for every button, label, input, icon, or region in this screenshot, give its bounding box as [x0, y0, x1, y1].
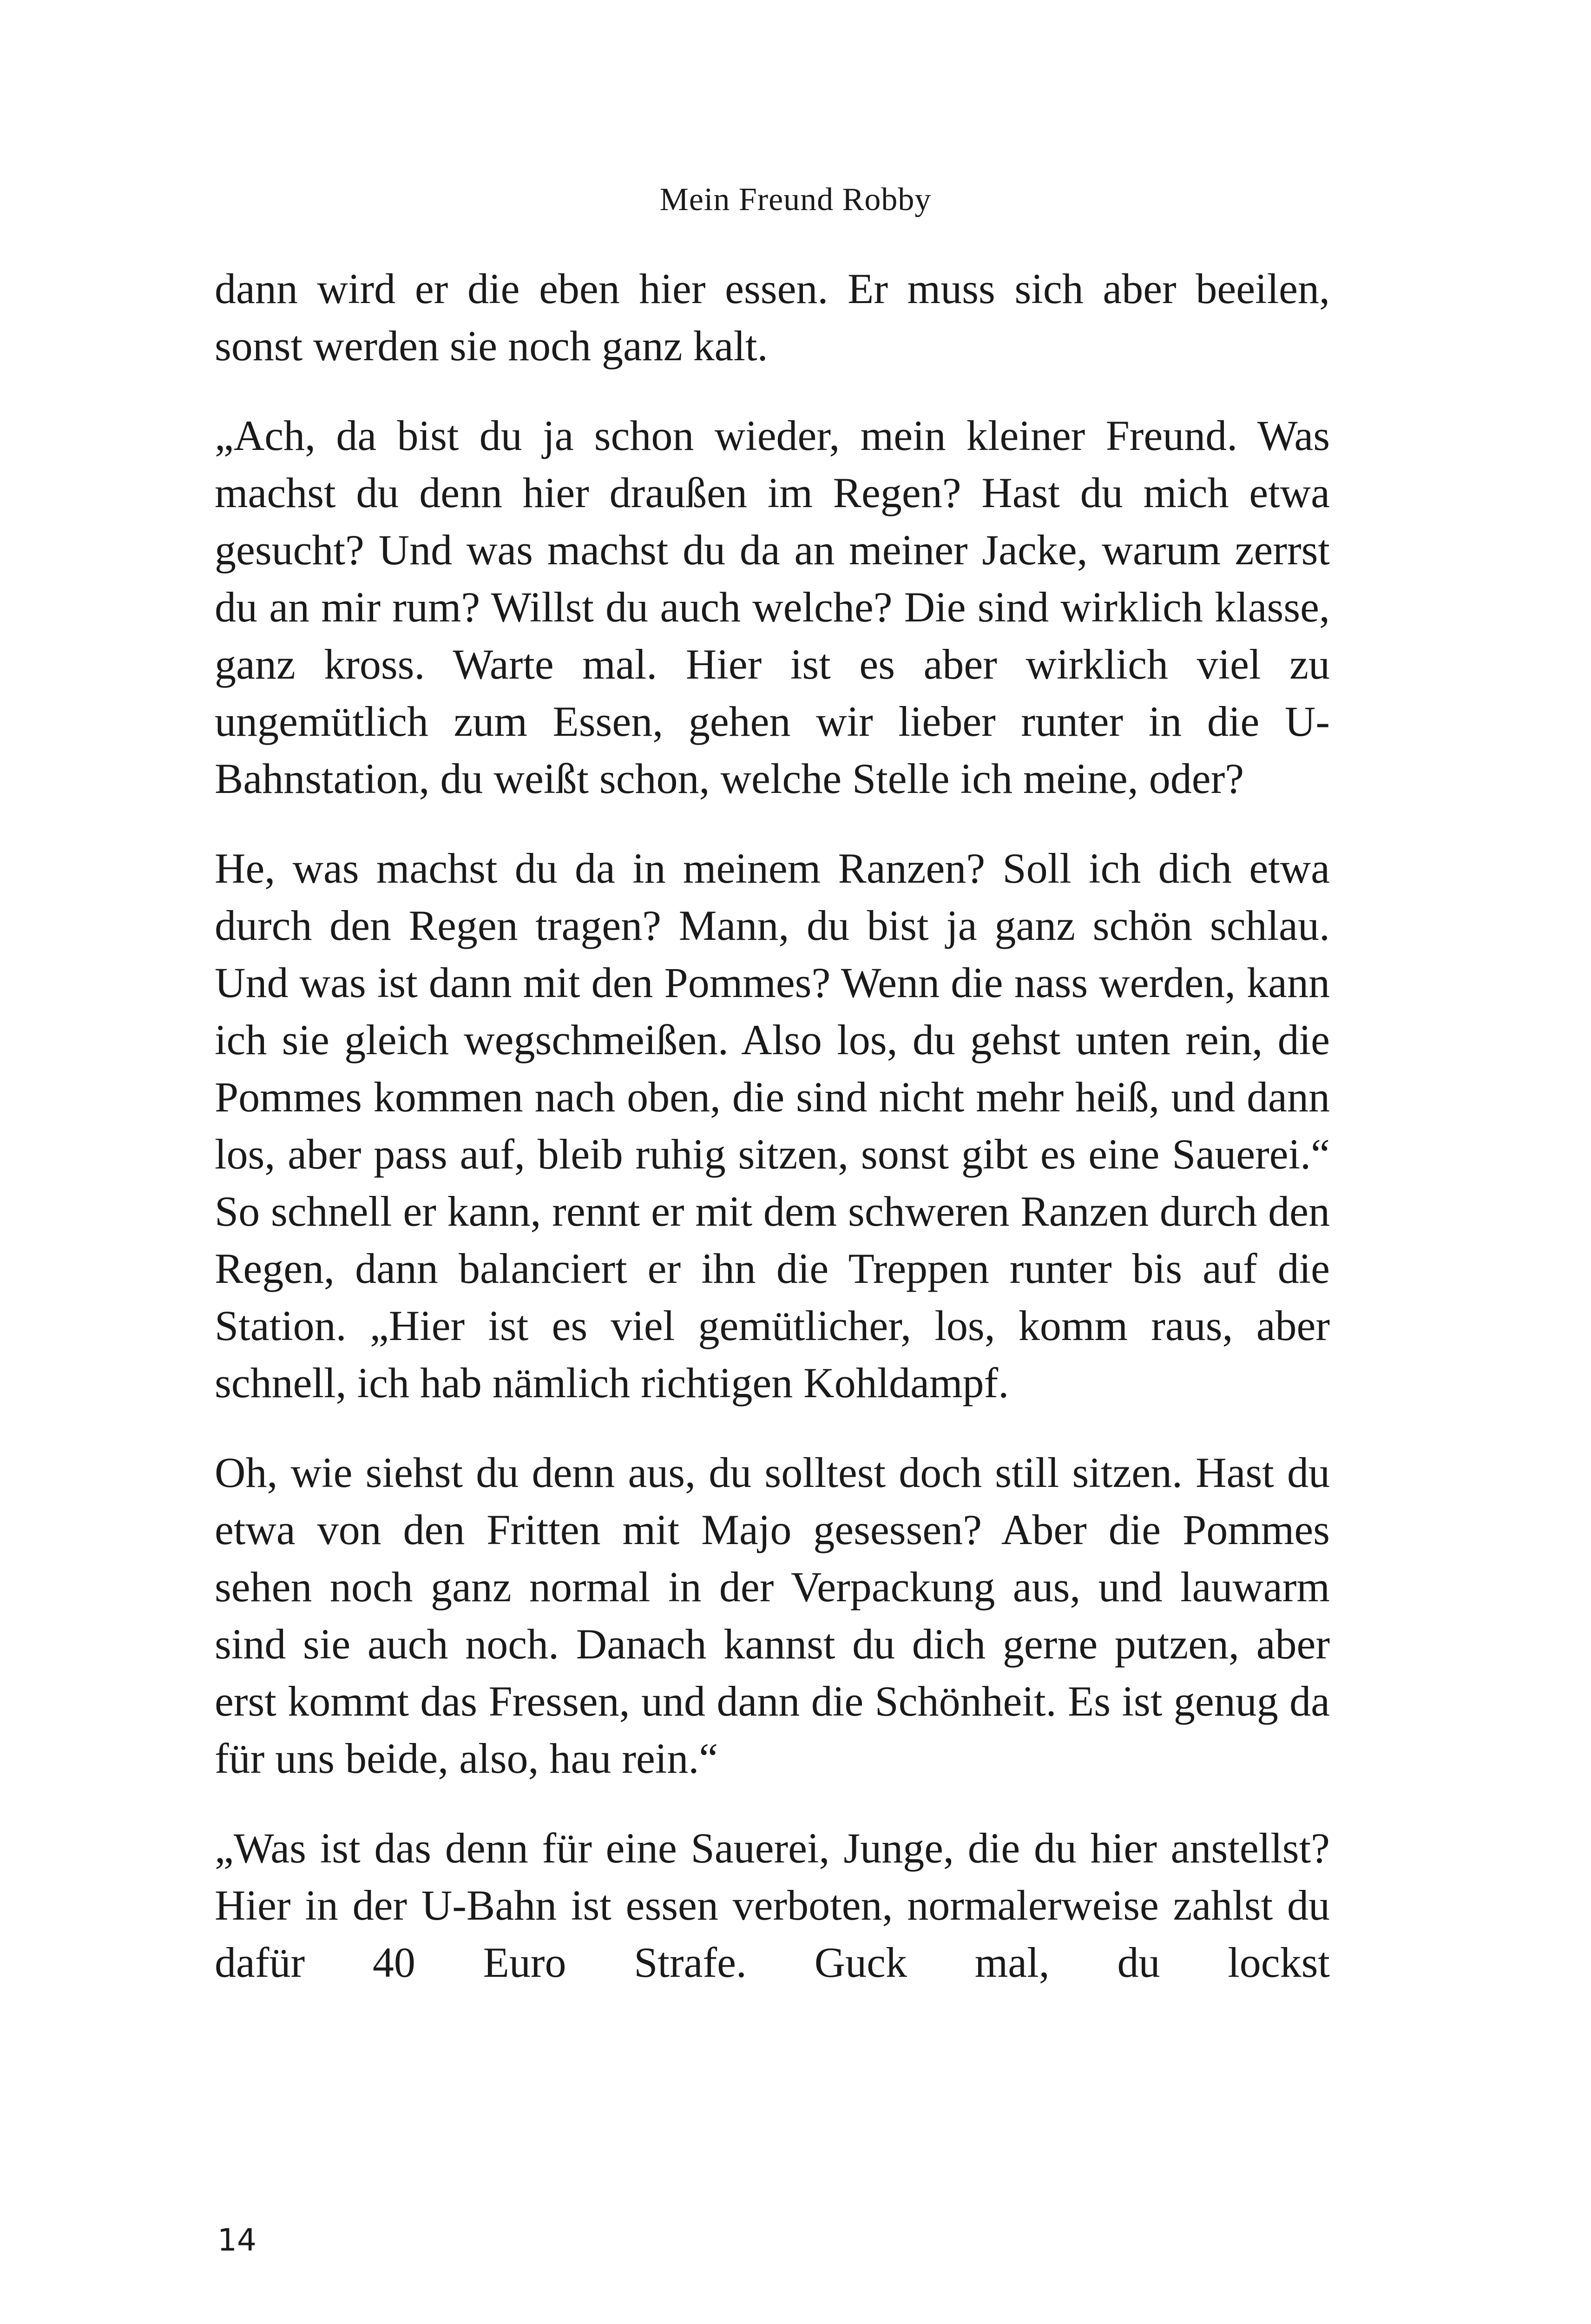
- running-header: Mein Freund Robby: [659, 182, 932, 218]
- paragraph-5: „Was ist das denn für eine Sauerei, Junge, die du hier anstellst? Hier in der U-Bahn ist essen verboten, normalerweise zahlst du dafür 40 Euro Strafe. Guck mal, du lockst: [215, 1824, 1330, 1986]
- page-number: 14: [217, 2222, 256, 2258]
- paragraph-2: „Ach, da bist du ja schon wieder, mein kleiner Freund. Was machst du denn hier draußen im Regen? Hast du mich etwa gesucht? Und was machst du da an meiner Jacke, warum zerrst du an mir rum? Willst du auch welche? Die sind wirklich klasse, ganz kross. Warte mal. Hier ist es aber wirklich viel zu ungemütlich zum Essen, gehen wir lieber runter in die U-Bahnstation, du weißt schon, welche Stelle ich meine, oder?: [215, 412, 1330, 802]
- paragraph-3: He, was machst du da in meinem Ranzen? Soll ich dich etwa durch den Regen tragen? Mann, du bist ja ganz schön schlau. Und was ist dann mit den Pommes? Wenn die nass werden, kann ich sie gleich wegschmeißen. Also los, du gehst unten rein, die Pommes kommen nach oben, die sind nicht mehr heiß, und dann los, aber pass auf, bleib ruhig sitzen, sonst gibt es eine Sauerei.“ So schnell er kann, rennt er mit dem schweren Ranzen durch den Regen, dann balanciert er ihn die Treppen runter bis auf die Station. „Hier ist es viel gemütlicher, los, komm raus, aber schnell, ich hab nämlich richtigen Kohldampf.: [215, 845, 1330, 1406]
- paragraph-1: dann wird er die eben hier essen. Er muss sich aber beeilen, sonst werden sie noch ganz kalt.: [215, 265, 1330, 370]
- body-text: [215, 260, 1330, 2024]
- paragraph-4: Oh, wie siehst du denn aus, du solltest doch still sitzen. Hast du etwa von den Fritten mit Majo gesessen? Aber die Pommes sehen noch ganz normal in der Verpackung aus, und lauwarm sind sie auch noch. Danach kannst du dich gerne putzen, aber erst kommt das Fressen, und dann die Schönheit. Es ist genug da für uns beide, also, hau rein.“: [215, 1449, 1330, 1782]
